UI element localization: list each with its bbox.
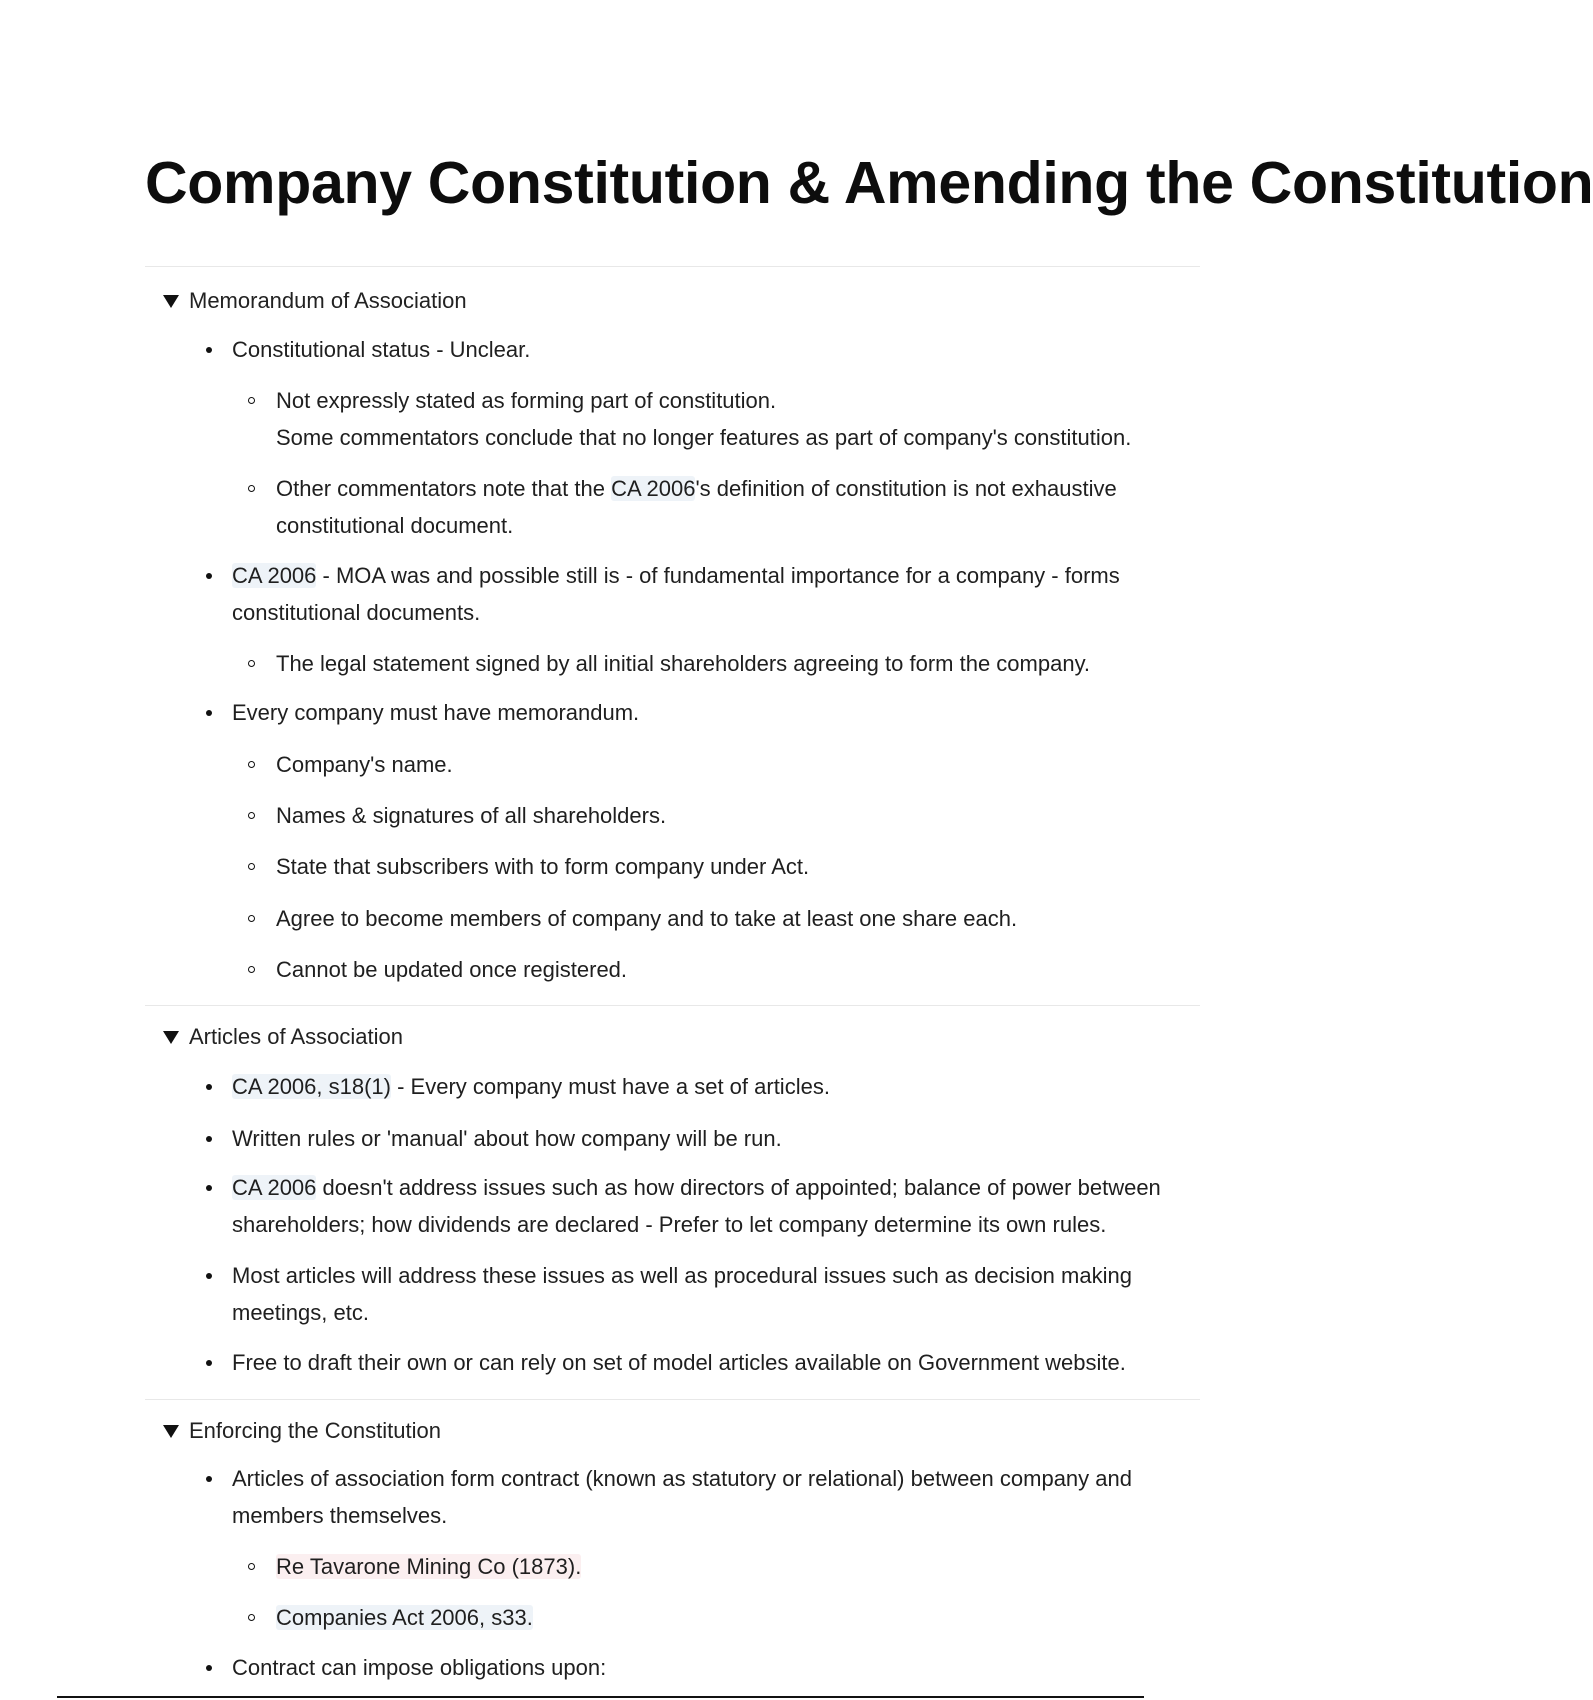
toggle-label: Memorandum of Association <box>189 288 467 313</box>
legislation-mention[interactable]: CA 2006 <box>232 1175 317 1200</box>
toggle-label: Articles of Association <box>189 1024 403 1049</box>
sub-list-item: Company's name. <box>145 746 1245 783</box>
list-item: Free to draft their own or can rely on set of model articles available on Government website. <box>145 1344 1245 1381</box>
section-articles <box>145 1020 1245 1381</box>
toggle-articles[interactable] <box>145 1020 1245 1054</box>
sub-list-item: Names & signatures of all shareholders. <box>145 797 1245 834</box>
list-item: Articles of association form contract (known as statutory or relational) between company and members themselves. <box>145 1460 1245 1534</box>
list-item: Constitutional status - Unclear. <box>145 331 1245 368</box>
toggle-memorandum[interactable] <box>145 284 1245 318</box>
sub-list-item: State that subscribers with to form company under Act. <box>145 848 1245 885</box>
list-item: Written rules or 'manual' about how company will be run. <box>145 1120 1245 1157</box>
page-bottom-border <box>57 1696 1144 1698</box>
sub-list-item <box>145 1599 1245 1636</box>
toggle-enforcing[interactable] <box>145 1414 1245 1448</box>
toggle-triangle-icon[interactable] <box>163 295 179 308</box>
list-item: Most articles will address these issues as well as procedural issues such as decision making meetings, etc. <box>145 1257 1245 1331</box>
legislation-mention[interactable]: CA 2006 <box>232 563 317 588</box>
page-title: Company Constitution & Amending the Constitution <box>145 150 1593 216</box>
toggle-label: Enforcing the Constitution <box>189 1418 441 1443</box>
divider <box>145 1005 1200 1006</box>
sub-list-item: Other commentators note that the CA 2006's definition of constitution is not exhaustive constitutional document. <box>145 470 1245 544</box>
toggle-triangle-icon[interactable] <box>163 1031 179 1044</box>
bullet-list <box>145 1460 1245 1686</box>
list-item: CA 2006, s18(1) - Every company must have a set of articles. <box>145 1068 1245 1105</box>
list-item: CA 2006 - MOA was and possible still is - of fundamental importance for a company - forms constitutional documents. <box>145 557 1245 631</box>
divider <box>145 1399 1200 1400</box>
list-item: Contract can impose obligations upon: <box>145 1649 1245 1686</box>
sub-list-item: Not expressly stated as forming part of constitution. Some commentators conclude that no longer features as part of company's constitution. <box>145 382 1245 456</box>
section-enforcing <box>145 1414 1245 1686</box>
sub-list-item: Agree to become members of company and to take at least one share each. <box>145 900 1245 937</box>
document-page <box>145 0 1593 1700</box>
list-item: Every company must have memorandum. <box>145 694 1245 731</box>
legislation-mention[interactable]: CA 2006, s18(1) <box>232 1074 391 1099</box>
legislation-mention[interactable]: Companies Act 2006, s33. <box>276 1605 533 1630</box>
bullet-list <box>145 331 1245 988</box>
bullet-list <box>145 1068 1245 1381</box>
sub-list-item <box>145 1548 1245 1585</box>
toggle-triangle-icon[interactable] <box>163 1425 179 1438</box>
section-memorandum <box>145 284 1245 988</box>
legislation-mention[interactable]: CA 2006 <box>611 476 696 501</box>
list-item: CA 2006 doesn't address issues such as how directors of appointed; balance of power between shareholders; how dividends are declared - Prefer to let company determine its own rules. <box>145 1169 1245 1243</box>
sub-list-item: The legal statement signed by all initial shareholders agreeing to form the company. <box>145 645 1245 682</box>
sub-list-item: Cannot be updated once registered. <box>145 951 1245 988</box>
divider <box>145 266 1200 267</box>
case-mention[interactable]: Re Tavarone Mining Co (1873). <box>276 1554 582 1579</box>
